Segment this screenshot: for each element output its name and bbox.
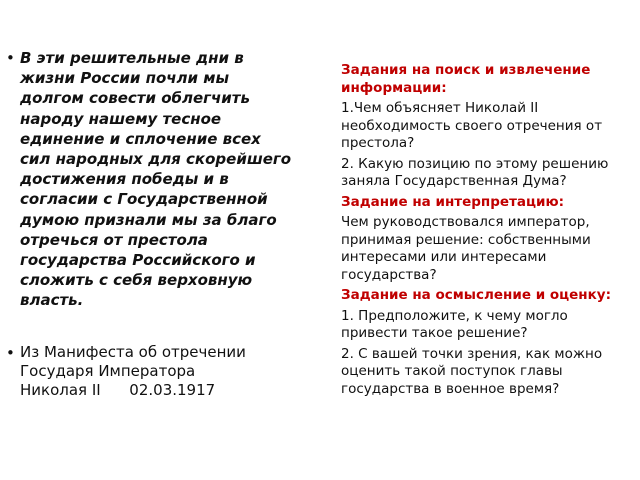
quote-bullet-item (6, 48, 296, 311)
bullet-icon: • (6, 343, 15, 362)
interpretation-question: Чем руководствовался император, принимая решение: собственными интересами или интересами государства? (341, 214, 591, 283)
bullet-icon: • (6, 49, 15, 67)
evaluation-task-heading: Задание на осмысление и оценку: (341, 287, 611, 303)
search-tasks-heading: Задания на поиск и извлечение информации: (341, 62, 591, 96)
search-question-2: 2. Какую позицию по этому решению заняла Государственная Дума? (341, 155, 609, 189)
search-question-1: 1.Чем объясняет Николай II необходимость своего отречения от престола? (341, 100, 603, 151)
tasks-column (341, 62, 633, 401)
interpretation-task-heading: Задание на интерпретацию: (341, 193, 564, 210)
source-bullet-item (6, 343, 296, 400)
left-column (6, 48, 296, 400)
source-line-1: Из Манифеста об отречении (20, 342, 246, 361)
evaluation-question-1: 1. Предположите, к чему могло привести такое решение? (341, 307, 568, 341)
manifesto-source (20, 343, 296, 400)
manifesto-quote: В эти решительные дни в жизни России почли мы долгом совести облегчить народу нашему тесное единение и сплочение всех сил народных для скорейшего достижения победы и в согласии с Государственной думою признали мы за благо отречься от престола государства Российского и сложить с себя верховную власть. (20, 49, 292, 310)
source-line-2: Государя Императора (20, 361, 196, 380)
evaluation-question-2: 2. С вашей точки зрения, как можно оценить такой поступок главы государства в военное время? (341, 345, 603, 397)
source-line-3: Николая II 02.03.1917 (20, 380, 216, 399)
